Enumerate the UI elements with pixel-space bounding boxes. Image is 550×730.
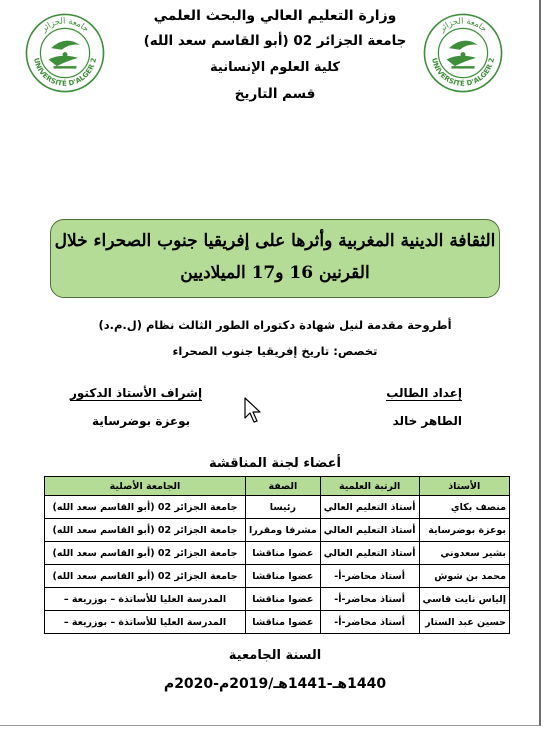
cell-role: عضوا مناقشا xyxy=(245,588,320,611)
university-logo-right xyxy=(422,12,504,94)
specialty: تخصص: تاريخ إفريقيا جنوب الصحراء xyxy=(172,344,378,358)
column-header-role: الصفة xyxy=(245,477,320,496)
table-row xyxy=(45,519,510,542)
thesis-title-line-1: الثقافة الدينية المغربية وأثرها على إفريقيا جنوب الصحراء خلال xyxy=(54,231,496,251)
cell-university: جامعة الجزائر 02 (أبو القاسم سعد الله) xyxy=(45,542,246,565)
logo-arabic-text: جامعة الجزائر xyxy=(436,15,490,34)
cell-university: جامعة الجزائر 02 (أبو القاسم سعد الله) xyxy=(45,496,246,519)
cell-professor: إلياس نايت قاسي xyxy=(419,588,510,611)
logo-arabic-text: جامعة الجزائر xyxy=(38,15,92,34)
thesis-title-line-2: القرنين 16 و17 الميلاديين xyxy=(180,263,370,283)
cell-role: رئيسا xyxy=(245,496,320,519)
student-label: إعداد الطالب xyxy=(386,386,462,400)
university-logo-left xyxy=(24,12,106,94)
cell-role: عضوا مناقشا xyxy=(245,542,320,565)
logo-latin-text: UNIVERSITÉ D'ALGER 2 xyxy=(31,57,98,88)
table-row xyxy=(45,565,510,588)
faculty-name: كلية العلوم الإنسانية xyxy=(210,60,340,75)
cell-role: عضوا مناقشا xyxy=(245,565,320,588)
cell-professor: منصف بكاي xyxy=(419,496,510,519)
cell-role: مشرفا ومقررا xyxy=(245,519,320,542)
committee-heading: أعضاء لجنة المناقشة xyxy=(208,456,342,471)
department-name: قسم التاريخ xyxy=(234,86,316,102)
cell-professor: حسين عبد الستار xyxy=(419,611,510,634)
cell-rank: أستاذ محاضر-أ- xyxy=(320,588,419,611)
student-name: الطاهر خالد xyxy=(392,414,462,428)
academic-year-value: 1440هـ-1441هـ/2019م-2020م xyxy=(163,676,387,692)
cell-rank: أستاذ التعليم العالي xyxy=(320,542,419,565)
academic-year-label: السنة الجامعية xyxy=(228,648,322,663)
cell-professor: بوعزة بوضرساية xyxy=(419,519,510,542)
thesis-title-box xyxy=(50,219,500,298)
cell-university: جامعة الجزائر 02 (أبو القاسم سعد الله) xyxy=(45,565,246,588)
committee-header-row xyxy=(45,477,510,496)
table-row xyxy=(45,588,510,611)
table-row xyxy=(45,496,510,519)
column-header-professor: الأستاذ xyxy=(419,477,510,496)
committee-table xyxy=(44,476,510,634)
ministry-name: وزارة التعليم العالي والبحث العلمي xyxy=(153,8,397,24)
cell-university: جامعة الجزائر 02 (أبو القاسم سعد الله) xyxy=(45,519,246,542)
cell-university: المدرسة العليا للأساتذة – بوزريعة – xyxy=(45,611,246,634)
supervisor-label: إشراف الأستاذ الدكتور xyxy=(70,386,203,400)
mouse-cursor-icon xyxy=(243,396,263,424)
cell-rank: أستاذ محاضر-أ- xyxy=(320,565,419,588)
cell-rank: أستاذ محاضر-أ- xyxy=(320,611,419,634)
cell-university: المدرسة العليا للأساتذة – بوزريعة – xyxy=(45,588,246,611)
university-name: جامعة الجزائر 02 (أبو القاسم سعد الله) xyxy=(143,33,407,49)
column-header-university: الجامعة الأصلية xyxy=(45,477,246,496)
logo-latin-text: UNIVERSITÉ D'ALGER 2 xyxy=(429,57,496,88)
degree-statement: أطروحة مقدمة لنيل شهادة دكتوراه الطور الثالث نظام (ل.م.د) xyxy=(98,318,452,332)
cell-rank: أستاذ التعليم العالي xyxy=(320,519,419,542)
cell-rank: أستاذ التعليم العالي xyxy=(320,496,419,519)
table-row xyxy=(45,611,510,634)
supervisor-name: بوعزة بوضرساية xyxy=(92,414,191,428)
table-row xyxy=(45,542,510,565)
cell-professor: محمد بن شوش xyxy=(419,565,510,588)
cell-professor: بشير سعدوني xyxy=(419,542,510,565)
column-header-rank: الرتبة العلمية xyxy=(320,477,419,496)
cell-role: عضوا مناقشا xyxy=(245,611,320,634)
